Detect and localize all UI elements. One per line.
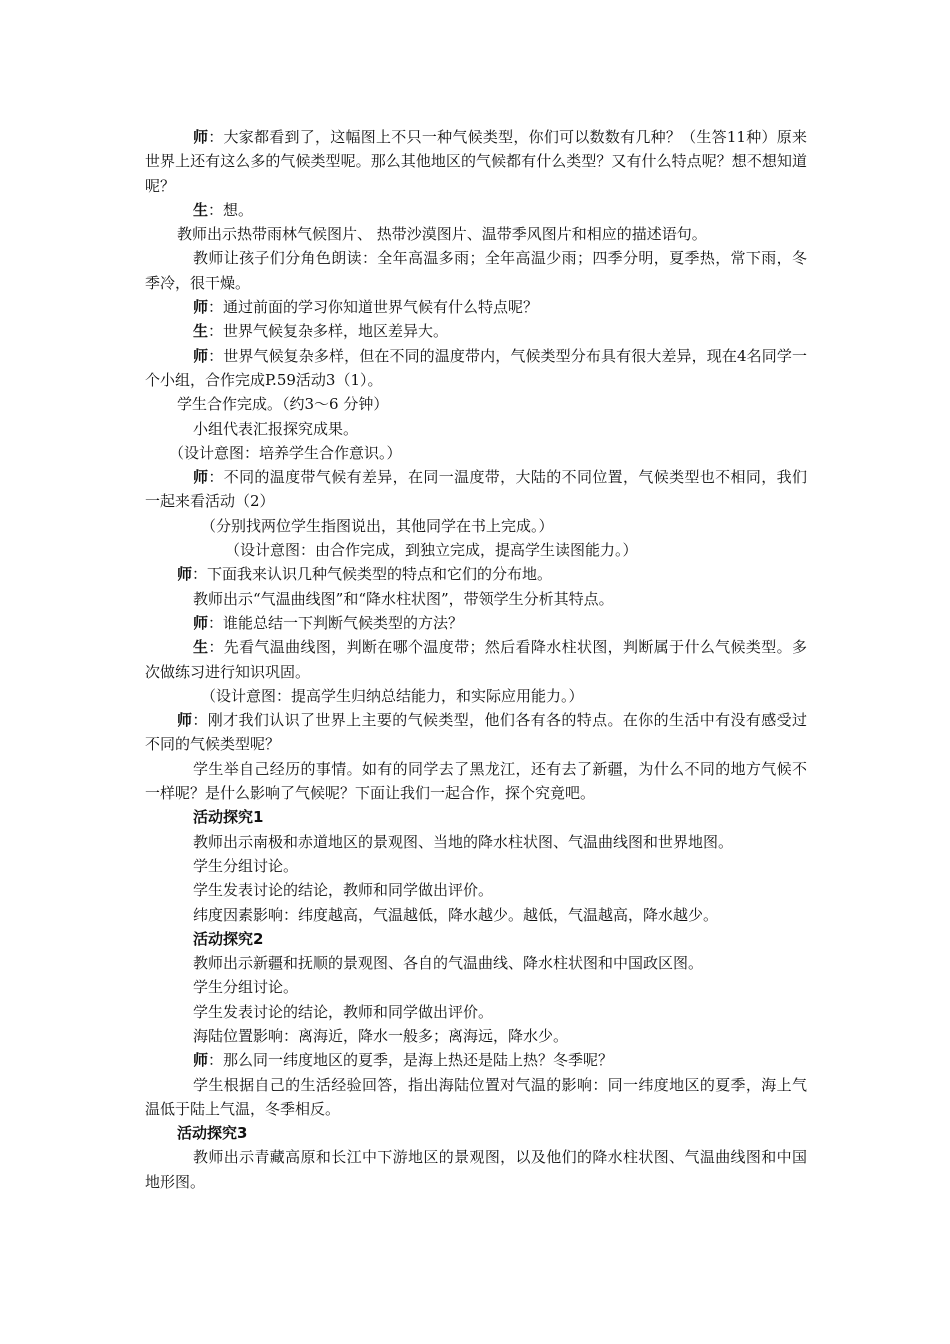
paragraph <box>145 441 807 465</box>
paragraph <box>145 392 807 416</box>
paragraph-text: ：通过前面的学习你知道世界气候有什么特点呢？ <box>208 298 539 317</box>
paragraph-text: ：下面我来认识几种气候类型的特点和它们的分布地。 <box>192 565 553 584</box>
paragraph <box>145 927 807 951</box>
paragraph-text: （设计意图：提高学生归纳总结能力，和实际应用能力。） <box>201 686 584 705</box>
paragraph <box>145 465 807 514</box>
paragraph <box>145 1048 807 1072</box>
paragraph <box>145 295 807 319</box>
paragraph-text: （分别找两位学生指图说出，其他同学在书上完成。） <box>201 516 554 535</box>
paragraph <box>145 198 807 222</box>
paragraph-text: （设计意图：由合作完成，到独立完成，提高学生读图能力。） <box>225 541 638 560</box>
paragraph-text: ：世界气候复杂多样，地区差异大。 <box>208 322 449 341</box>
paragraph <box>145 1024 807 1048</box>
paragraph <box>145 1121 807 1145</box>
paragraph-text: 教师让孩子们分角色朗读：全年高温多雨；全年高温少雨；四季分明，夏季热，常下雨，冬季冷，很干燥。 <box>145 249 807 292</box>
paragraph <box>145 830 807 854</box>
paragraph-text: （设计意图：培养学生合作意识。） <box>169 443 402 462</box>
paragraph <box>145 878 807 902</box>
paragraph <box>145 757 807 806</box>
paragraph-text: ：世界气候复杂多样，但在不同的温度带内，气候类型分布具有很大差异，现在4名同学一个小组，合作完成P.59活动3（1）。 <box>145 346 807 389</box>
paragraph-text: 学生分组讨论。 <box>193 978 299 997</box>
paragraph-text: ：谁能总结一下判断气候类型的方法？ <box>208 613 464 632</box>
speaker-label: 师 <box>193 346 209 365</box>
speaker-label: 师 <box>193 1051 209 1070</box>
speaker-label: 生 <box>193 200 209 219</box>
paragraph <box>145 562 807 586</box>
paragraph-text: 学生举自己经历的事情。如有的同学去了黑龙江，还有去了新疆，为什么不同的地方气候不一样呢？是什么影响了气候呢？下面让我们一起合作，探个究竟吧。 <box>145 759 807 803</box>
paragraph <box>145 903 807 927</box>
paragraph <box>145 611 807 635</box>
speaker-label: 生 <box>193 638 209 657</box>
speaker-label: 师 <box>193 468 209 487</box>
speaker-label: 师 <box>177 565 193 584</box>
paragraph <box>145 319 807 343</box>
paragraph-text: 学生分组讨论。 <box>193 856 299 875</box>
paragraph-text: 教师出示“气温曲线图”和“降水柱状图”，带领学生分析其特点。 <box>193 589 614 608</box>
paragraph <box>145 344 807 393</box>
paragraph-text: ：想。 <box>208 200 254 219</box>
paragraph <box>145 587 807 611</box>
paragraph-text: 学生合作完成。（约3～6 分钟） <box>177 395 389 414</box>
paragraph <box>145 684 807 708</box>
paragraph-text: 学生发表讨论的结论，教师和同学做出评价。 <box>193 881 494 900</box>
paragraph <box>145 708 807 757</box>
paragraph <box>145 246 807 295</box>
paragraph-text: 纬度因素影响：纬度越高，气温越低，降水越少。越低，气温越高，降水越少。 <box>193 905 719 924</box>
paragraph-text: 学生发表讨论的结论，教师和同学做出评价。 <box>193 1002 494 1021</box>
paragraph <box>145 854 807 878</box>
paragraph-text: 小组代表汇报探究成果。 <box>193 419 359 438</box>
paragraph-text: ：刚才我们认识了世界上主要的气候类型，他们各有各的特点。在你的生活中有没有感受过不同的气候类型呢？ <box>145 711 807 754</box>
paragraph-text: 海陆位置影响：离海近，降水一般多；离海远，降水少。 <box>193 1026 569 1045</box>
paragraph <box>145 975 807 999</box>
paragraph <box>145 538 807 562</box>
paragraph-text: 教师出示南极和赤道地区的景观图、当地的降水柱状图、气温曲线图和世界地图。 <box>193 832 734 851</box>
paragraph <box>145 1000 807 1024</box>
speaker-label: 师 <box>177 711 193 730</box>
paragraph <box>145 222 807 246</box>
paragraph-text: 教师出示新疆和抚顺的景观图、各自的气温曲线、降水柱状图和中国政区图。 <box>193 954 704 973</box>
paragraph-text: ：那么同一纬度地区的夏季，是海上热还是陆上热？冬季呢？ <box>208 1051 614 1070</box>
paragraph <box>145 635 807 684</box>
paragraph-text: 教师出示热带雨林气候图片、 热带沙漠图片、温带季风图片和相应的描述语句。 <box>177 225 707 244</box>
speaker-label: 师 <box>193 128 209 146</box>
paragraph <box>145 1145 807 1194</box>
paragraph-text: 教师出示青藏高原和长江中下游地区的景观图，以及他们的降水柱状图、气温曲线图和中国地形图。 <box>145 1148 807 1191</box>
document-body <box>145 125 807 1194</box>
paragraph-text: ：先看气温曲线图，判断在哪个温度带；然后看降水柱状图，判断属于什么气候类型。多次做练习进行知识巩固。 <box>145 638 807 681</box>
paragraph <box>145 417 807 441</box>
speaker-label: 师 <box>193 613 209 632</box>
paragraph <box>145 1073 807 1122</box>
section-heading: 活动探究1 <box>193 808 264 827</box>
paragraph <box>145 125 807 198</box>
paragraph <box>145 805 807 829</box>
paragraph <box>145 514 807 538</box>
section-heading: 活动探究3 <box>177 1124 248 1143</box>
speaker-label: 师 <box>193 298 209 317</box>
paragraph-text: ：大家都看到了，这幅图上不只一种气候类型，你们可以数数有几种？（生答11种）原来世界上还有这么多的气候类型呢。那么其他地区的气候都有什么类型？又有什么特点呢？想不想知道呢？ <box>145 128 807 195</box>
section-heading: 活动探究2 <box>193 929 264 948</box>
paragraph-text: 学生根据自己的生活经验回答，指出海陆位置对气温的影响：同一纬度地区的夏季，海上气温低于陆上气温，冬季相反。 <box>145 1075 807 1118</box>
speaker-label: 生 <box>193 322 209 341</box>
paragraph <box>145 951 807 975</box>
paragraph-text: ：不同的温度带气候有差异，在同一温度带，大陆的不同位置，气候类型也不相同，我们一起来看活动（2） <box>145 468 807 511</box>
